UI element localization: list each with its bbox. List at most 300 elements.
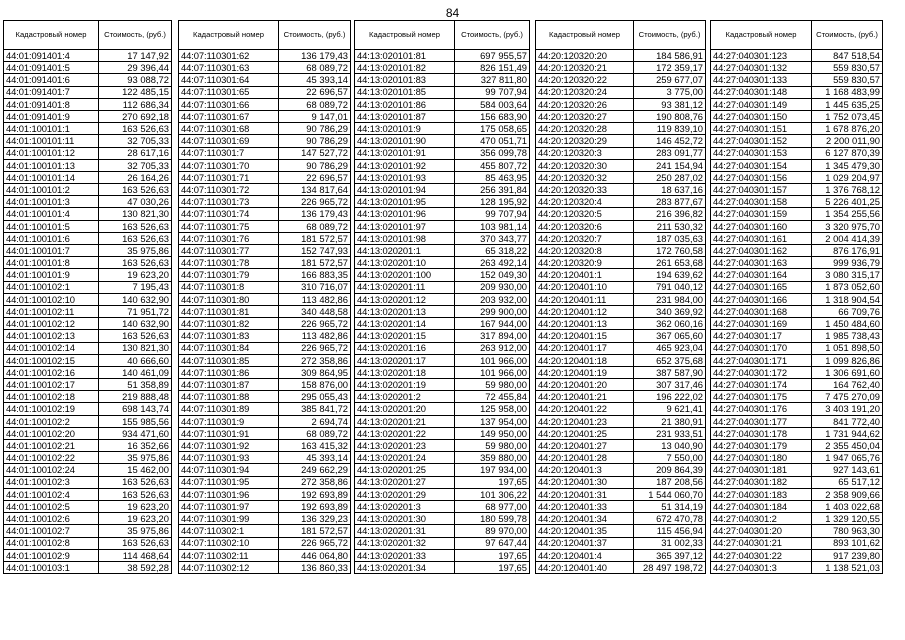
cadastral-number-cell: 44:20:120320:5 — [536, 208, 634, 220]
cost-cell: 934 471,60 — [99, 427, 172, 439]
cadastral-number-cell: 44:20:120320:20 — [536, 50, 634, 62]
cadastral-number-cell: 44:13:020201:34 — [355, 561, 455, 573]
cadastral-number-cell: 44:13:020101:82 — [355, 62, 455, 74]
cost-cell: 163 526,63 — [99, 123, 172, 135]
header-cost: Стоимость, (руб.) — [279, 21, 351, 50]
cost-cell: 59 980,00 — [455, 440, 530, 452]
cadastral-number-cell: 44:20:120320:26 — [536, 98, 634, 110]
table-row — [711, 281, 883, 293]
cost-cell: 261 653,68 — [634, 257, 706, 269]
table-row — [536, 305, 706, 317]
cadastral-number-cell: 44:13:020101:96 — [355, 208, 455, 220]
cost-cell: 19 623,20 — [99, 513, 172, 525]
cadastral-number-cell: 44:07:110301:80 — [179, 293, 279, 305]
cadastral-number-cell: 44:20:120401:1 — [536, 269, 634, 281]
cost-cell: 66 709,76 — [812, 305, 883, 317]
cost-cell: 1 731 944,62 — [812, 427, 883, 439]
cost-cell: 140 461,09 — [99, 366, 172, 378]
cadastral-number-cell: 44:01:100101:1 — [4, 123, 99, 135]
cost-cell: 367 065,60 — [634, 330, 706, 342]
table-row — [536, 415, 706, 427]
table-row — [711, 74, 883, 86]
cost-cell: 166 883,35 — [279, 269, 351, 281]
table-row — [179, 135, 351, 147]
cost-cell: 16 352,66 — [99, 440, 172, 452]
header-cost: Стоимость, (руб.) — [455, 21, 530, 50]
cost-cell: 263 912,00 — [455, 342, 530, 354]
cost-cell: 85 463,95 — [455, 171, 530, 183]
table-row — [4, 330, 172, 342]
table-row — [4, 196, 172, 208]
table-row — [536, 208, 706, 220]
cost-cell: 1 450 484,60 — [812, 318, 883, 330]
cost-cell: 163 526,63 — [99, 232, 172, 244]
cost-cell: 125 958,00 — [455, 403, 530, 415]
table-row — [536, 391, 706, 403]
cadastral-number-cell: 44:01:091401:4 — [4, 50, 99, 62]
cadastral-number-cell: 44:01:100102:7 — [4, 525, 99, 537]
cadastral-number-cell: 44:20:120401:12 — [536, 305, 634, 317]
table-row — [355, 379, 530, 391]
cost-cell: 99 707,94 — [455, 208, 530, 220]
table-row — [711, 135, 883, 147]
cadastral-number-cell: 44:07:110301:69 — [179, 135, 279, 147]
cadastral-number-cell: 44:01:091401:9 — [4, 110, 99, 122]
cadastral-number-cell: 44:20:120320:4 — [536, 196, 634, 208]
cadastral-number-cell: 44:27:040301:153 — [711, 147, 812, 159]
cost-cell: 122 485,15 — [99, 86, 172, 98]
table-row — [355, 452, 530, 464]
cost-cell: 172 760,58 — [634, 245, 706, 257]
table-row — [179, 525, 351, 537]
table-row — [536, 159, 706, 171]
cadastral-number-cell: 44:07:110301:91 — [179, 427, 279, 439]
cost-cell: 181 572,57 — [279, 232, 351, 244]
cadastral-number-cell: 44:01:100101:5 — [4, 220, 99, 232]
table-row — [355, 549, 530, 561]
cadastral-number-cell: 44:20:120401:27 — [536, 440, 634, 452]
table-row — [711, 293, 883, 305]
table-row — [4, 427, 172, 439]
cost-cell: 155 985,56 — [99, 415, 172, 427]
cost-cell: 340 369,92 — [634, 305, 706, 317]
table-row — [179, 354, 351, 366]
cadastral-number-cell: 44:07:110301:97 — [179, 500, 279, 512]
table-row — [4, 379, 172, 391]
table-row — [355, 269, 530, 281]
table-row — [711, 257, 883, 269]
cost-cell: 163 526,63 — [99, 488, 172, 500]
cadastral-number-cell: 44:07:110301:63 — [179, 62, 279, 74]
table-row — [4, 561, 172, 573]
table-row — [179, 86, 351, 98]
cost-cell: 226 965,72 — [279, 537, 351, 549]
cadastral-number-cell: 44:07:110301:86 — [179, 366, 279, 378]
cadastral-number-cell: 44:07:110301:75 — [179, 220, 279, 232]
cost-cell: 9 147,01 — [279, 110, 351, 122]
cadastral-number-cell: 44:01:100101:2 — [4, 184, 99, 196]
table-row — [179, 476, 351, 488]
cadastral-number-cell: 44:07:110301:71 — [179, 171, 279, 183]
cost-cell: 59 980,00 — [455, 379, 530, 391]
cost-cell: 90 786,29 — [279, 123, 351, 135]
table-row — [355, 98, 530, 110]
cost-cell: 197,65 — [455, 561, 530, 573]
cost-cell: 68 089,72 — [279, 220, 351, 232]
table-row — [536, 537, 706, 549]
table-row — [179, 208, 351, 220]
cadastral-number-cell: 44:01:091401:8 — [4, 98, 99, 110]
table-row — [179, 269, 351, 281]
cadastral-number-cell: 44:13:020201:18 — [355, 366, 455, 378]
cadastral-number-cell: 44:07:110301:96 — [179, 488, 279, 500]
cadastral-number-cell: 44:13:020201:30 — [355, 513, 455, 525]
cadastral-number-cell: 44:07:110301:73 — [179, 196, 279, 208]
cadastral-number-cell: 44:27:040301:183 — [711, 488, 812, 500]
cadastral-number-cell: 44:07:110301:65 — [179, 86, 279, 98]
cadastral-number-cell: 44:27:040301:123 — [711, 50, 812, 62]
cadastral-number-cell: 44:07:110301:7 — [179, 147, 279, 159]
cadastral-number-cell: 44:27:040301:160 — [711, 220, 812, 232]
cadastral-number-cell: 44:01:100101:9 — [4, 269, 99, 281]
cost-cell: 1 403 022,68 — [812, 500, 883, 512]
cost-cell: 216 396,82 — [634, 208, 706, 220]
table-row — [179, 549, 351, 561]
cost-cell: 45 393,14 — [279, 74, 351, 86]
table-row — [179, 391, 351, 403]
cadastral-number-cell: 44:20:120401:10 — [536, 281, 634, 293]
table-row — [355, 281, 530, 293]
cadastral-number-cell: 44:01:100101:11 — [4, 135, 99, 147]
cost-cell: 97 647,44 — [455, 537, 530, 549]
cadastral-number-cell: 44:20:120401:28 — [536, 452, 634, 464]
cost-cell: 93 381,12 — [634, 98, 706, 110]
cost-cell: 1 329 120,55 — [812, 513, 883, 525]
table-row — [536, 232, 706, 244]
cost-cell: 1 678 876,20 — [812, 123, 883, 135]
table-row — [4, 86, 172, 98]
table-row — [179, 220, 351, 232]
table-row — [4, 50, 172, 62]
table-row — [179, 305, 351, 317]
cost-cell: 51 358,89 — [99, 379, 172, 391]
cadastral-number-cell: 44:13:020201:21 — [355, 415, 455, 427]
cadastral-number-cell: 44:13:020101:94 — [355, 184, 455, 196]
cost-cell: 22 696,57 — [279, 86, 351, 98]
cost-cell: 197,65 — [455, 549, 530, 561]
cost-cell: 470 051,71 — [455, 135, 530, 147]
table-row — [711, 232, 883, 244]
table-row — [711, 171, 883, 183]
table-row — [4, 220, 172, 232]
cost-cell: 999 936,79 — [812, 257, 883, 269]
table-row — [711, 537, 883, 549]
cadastral-number-cell: 44:27:040301:184 — [711, 500, 812, 512]
cadastral-number-cell: 44:20:120401:23 — [536, 415, 634, 427]
cadastral-number-cell: 44:07:110301:95 — [179, 476, 279, 488]
table-row — [355, 476, 530, 488]
cadastral-number-cell: 44:01:100102:4 — [4, 488, 99, 500]
cadastral-number-cell: 44:13:020201:20 — [355, 403, 455, 415]
table-row — [536, 525, 706, 537]
table-row — [536, 135, 706, 147]
cadastral-number-cell: 44:20:120320:21 — [536, 62, 634, 74]
cadastral-number-cell: 44:13:020101:93 — [355, 171, 455, 183]
cadastral-number-cell: 44:01:100102:13 — [4, 330, 99, 342]
cost-cell: 1 873 052,60 — [812, 281, 883, 293]
cadastral-number-cell: 44:07:110301:99 — [179, 513, 279, 525]
cost-cell: 841 772,40 — [812, 415, 883, 427]
cost-cell: 309 864,95 — [279, 366, 351, 378]
cost-cell: 226 965,72 — [279, 196, 351, 208]
cost-cell: 136 860,33 — [279, 561, 351, 573]
cost-cell: 272 358,86 — [279, 476, 351, 488]
table-row — [4, 208, 172, 220]
cost-cell: 584 003,64 — [455, 98, 530, 110]
table-row — [179, 196, 351, 208]
cadastral-number-cell: 44:27:040301:178 — [711, 427, 812, 439]
cost-cell: 927 143,61 — [812, 464, 883, 476]
cadastral-number-cell: 44:20:120320:32 — [536, 171, 634, 183]
cost-cell: 7 550,00 — [634, 452, 706, 464]
table-row — [355, 74, 530, 86]
cost-cell: 263 492,14 — [455, 257, 530, 269]
cost-cell: 211 530,32 — [634, 220, 706, 232]
cadastral-number-cell: 44:27:040301:181 — [711, 464, 812, 476]
table-row — [711, 525, 883, 537]
cadastral-number-cell: 44:20:120401:22 — [536, 403, 634, 415]
cadastral-number-cell: 44:07:110301:85 — [179, 354, 279, 366]
table-row — [179, 184, 351, 196]
cost-cell: 209 930,00 — [455, 281, 530, 293]
cadastral-number-cell: 44:07:110301:68 — [179, 123, 279, 135]
cadastral-number-cell: 44:27:040301:161 — [711, 232, 812, 244]
cost-cell: 780 963,30 — [812, 525, 883, 537]
cadastral-number-cell: 44:20:120320:27 — [536, 110, 634, 122]
cost-cell: 1 354 255,56 — [812, 208, 883, 220]
cadastral-number-cell: 44:27:040301:152 — [711, 135, 812, 147]
cost-cell: 152 747,93 — [279, 245, 351, 257]
cost-cell: 307 317,46 — [634, 379, 706, 391]
cost-cell: 167 944,00 — [455, 318, 530, 330]
table-row — [4, 184, 172, 196]
table-row — [711, 561, 883, 573]
table-row — [711, 549, 883, 561]
cadastral-number-cell: 44:27:040301:174 — [711, 379, 812, 391]
cost-cell: 175 058,65 — [455, 123, 530, 135]
cost-cell: 847 518,54 — [812, 50, 883, 62]
cadastral-number-cell: 44:13:020101:86 — [355, 98, 455, 110]
cost-cell: 7 195,43 — [99, 281, 172, 293]
table-row — [711, 427, 883, 439]
cadastral-number-cell: 44:01:100101:12 — [4, 147, 99, 159]
cadastral-number-cell: 44:20:120401:35 — [536, 525, 634, 537]
table-row — [711, 98, 883, 110]
cost-cell: 68 977,00 — [455, 500, 530, 512]
cadastral-number-cell: 44:07:110301:78 — [179, 257, 279, 269]
table-row — [711, 50, 883, 62]
table-row — [536, 281, 706, 293]
cadastral-number-cell: 44:07:110302:1 — [179, 525, 279, 537]
registry-table-2 — [178, 20, 351, 574]
table-row — [711, 354, 883, 366]
cost-cell: 1 947 065,76 — [812, 452, 883, 464]
table-row — [355, 342, 530, 354]
header-cost: Стоимость, (руб.) — [99, 21, 172, 50]
table-row — [4, 525, 172, 537]
cost-cell: 35 975,86 — [99, 452, 172, 464]
cost-cell: 68 089,72 — [279, 427, 351, 439]
cadastral-number-cell: 44:01:100102:15 — [4, 354, 99, 366]
cadastral-number-cell: 44:27:040301:133 — [711, 74, 812, 86]
cost-cell: 164 762,40 — [812, 379, 883, 391]
table-row — [355, 171, 530, 183]
table-row — [536, 427, 706, 439]
cost-cell: 6 127 870,39 — [812, 147, 883, 159]
table-row — [711, 245, 883, 257]
cadastral-number-cell: 44:13:020201:3 — [355, 500, 455, 512]
table-row — [355, 525, 530, 537]
cadastral-number-cell: 44:27:040301:166 — [711, 293, 812, 305]
cost-cell: 90 786,29 — [279, 135, 351, 147]
cadastral-number-cell: 44:07:110301:8 — [179, 281, 279, 293]
cadastral-number-cell: 44:13:020101:87 — [355, 110, 455, 122]
cadastral-number-cell: 44:13:020101:83 — [355, 74, 455, 86]
cadastral-number-cell: 44:01:100101:7 — [4, 245, 99, 257]
cost-cell: 1 168 483,99 — [812, 86, 883, 98]
table-row — [355, 440, 530, 452]
table-row — [536, 318, 706, 330]
table-row — [711, 86, 883, 98]
cost-cell: 893 101,62 — [812, 537, 883, 549]
cost-cell: 1 345 479,30 — [812, 159, 883, 171]
table-row — [711, 391, 883, 403]
cost-cell: 158 876,00 — [279, 379, 351, 391]
table-row — [711, 62, 883, 74]
table-row — [711, 318, 883, 330]
cadastral-number-cell: 44:07:110301:93 — [179, 452, 279, 464]
cost-cell: 2 358 909,66 — [812, 488, 883, 500]
table-row — [179, 500, 351, 512]
cadastral-number-cell: 44:01:100102:8 — [4, 537, 99, 549]
table-row — [4, 537, 172, 549]
cost-cell: 13 040,90 — [634, 440, 706, 452]
cost-cell: 283 877,67 — [634, 196, 706, 208]
table-row — [4, 549, 172, 561]
cost-cell: 101 966,00 — [455, 354, 530, 366]
table-row — [536, 293, 706, 305]
cadastral-number-cell: 44:01:100101:14 — [4, 171, 99, 183]
table-row — [536, 196, 706, 208]
cadastral-number-cell: 44:27:040301:163 — [711, 257, 812, 269]
table-row — [4, 476, 172, 488]
cadastral-number-cell: 44:01:100101:13 — [4, 159, 99, 171]
cost-cell: 184 586,91 — [634, 50, 706, 62]
table-row — [536, 513, 706, 525]
table-row — [4, 159, 172, 171]
cadastral-number-cell: 44:13:020201:12 — [355, 293, 455, 305]
cadastral-number-cell: 44:01:100102:18 — [4, 391, 99, 403]
cost-cell: 1 029 204,97 — [812, 171, 883, 183]
table-row — [4, 293, 172, 305]
cadastral-number-cell: 44:01:100102:14 — [4, 342, 99, 354]
table-row — [711, 452, 883, 464]
cost-cell: 187 035,63 — [634, 232, 706, 244]
cadastral-number-cell: 44:20:120401:21 — [536, 391, 634, 403]
table-row — [4, 415, 172, 427]
cadastral-number-cell: 44:20:120401:3 — [536, 464, 634, 476]
cost-cell: 137 954,00 — [455, 415, 530, 427]
table-row — [4, 354, 172, 366]
cost-cell: 115 456,94 — [634, 525, 706, 537]
cost-cell: 22 696,57 — [279, 171, 351, 183]
cost-cell: 103 981,14 — [455, 220, 530, 232]
table-row — [355, 318, 530, 330]
cost-cell: 180 599,78 — [455, 513, 530, 525]
cadastral-number-cell: 44:20:120401:15 — [536, 330, 634, 342]
cost-cell: 113 482,86 — [279, 293, 351, 305]
table-row — [355, 464, 530, 476]
cost-cell: 826 151,49 — [455, 62, 530, 74]
cost-cell: 187 208,56 — [634, 476, 706, 488]
table-row — [355, 62, 530, 74]
cost-cell: 370 343,77 — [455, 232, 530, 244]
cost-cell: 203 932,00 — [455, 293, 530, 305]
cost-cell: 28 617,16 — [99, 147, 172, 159]
table-row — [179, 171, 351, 183]
cadastral-number-cell: 44:13:020101:95 — [355, 196, 455, 208]
cadastral-number-cell: 44:27:040301:149 — [711, 98, 812, 110]
cadastral-number-cell: 44:27:040301:3 — [711, 561, 812, 573]
cadastral-number-cell: 44:13:020101:90 — [355, 135, 455, 147]
table-row — [711, 220, 883, 232]
cost-cell: 45 393,14 — [279, 452, 351, 464]
table-row — [179, 257, 351, 269]
cadastral-number-cell: 44:27:040301:175 — [711, 391, 812, 403]
header-cadastral-number: Кадастровый номер — [711, 21, 812, 50]
cost-cell: 697 955,57 — [455, 50, 530, 62]
cost-cell: 9 621,41 — [634, 403, 706, 415]
table-row — [536, 366, 706, 378]
cost-cell: 652 375,68 — [634, 354, 706, 366]
cadastral-number-cell: 44:01:100102:19 — [4, 403, 99, 415]
cost-cell: 140 632,90 — [99, 318, 172, 330]
cadastral-number-cell: 44:07:110301:94 — [179, 464, 279, 476]
registry-table-4 — [535, 20, 706, 574]
table-row — [536, 147, 706, 159]
table-row — [179, 123, 351, 135]
cadastral-number-cell: 44:13:020201:2 — [355, 391, 455, 403]
cadastral-number-cell: 44:07:110301:92 — [179, 440, 279, 452]
cost-cell: 40 666,60 — [99, 354, 172, 366]
cadastral-number-cell: 44:20:120320:24 — [536, 86, 634, 98]
cost-cell: 113 482,86 — [279, 330, 351, 342]
table-row — [4, 500, 172, 512]
table-row — [4, 318, 172, 330]
cadastral-number-cell: 44:07:110301:62 — [179, 50, 279, 62]
table-row — [179, 293, 351, 305]
cadastral-number-cell: 44:27:040301:171 — [711, 354, 812, 366]
cost-cell: 197,65 — [455, 476, 530, 488]
cadastral-number-cell: 44:07:110302:11 — [179, 549, 279, 561]
table-row — [536, 123, 706, 135]
cadastral-number-cell: 44:01:100102:3 — [4, 476, 99, 488]
table-row — [179, 159, 351, 171]
cadastral-number-cell: 44:13:020201:15 — [355, 330, 455, 342]
cost-cell: 17 147,92 — [99, 50, 172, 62]
table-row — [355, 257, 530, 269]
cadastral-number-cell: 44:07:110301:72 — [179, 184, 279, 196]
